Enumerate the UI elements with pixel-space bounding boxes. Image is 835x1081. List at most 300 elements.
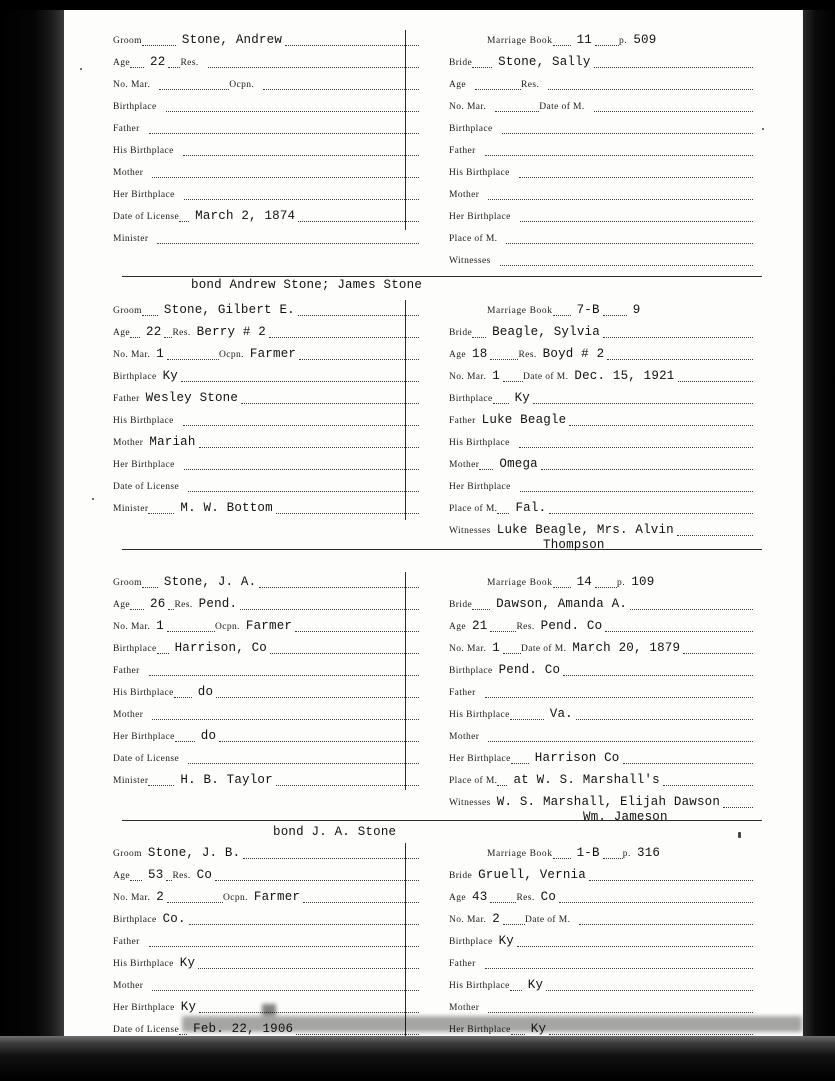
value-groom-no-mar: 2	[156, 890, 164, 904]
value-bride-mother	[479, 1014, 488, 1015]
field-bride-mother[interactable]	[449, 722, 753, 744]
field-bride-age-res[interactable]	[449, 340, 753, 362]
label-her-birthplace: Her Birthplace	[113, 1003, 175, 1013]
field-father[interactable]	[113, 927, 419, 949]
value-bride-no-mar: 1	[492, 641, 500, 655]
field-date-of-license[interactable]	[113, 202, 419, 224]
scan-speck	[80, 68, 82, 70]
value-groom-res: Pend.	[198, 597, 238, 611]
value-groom-mother	[143, 179, 152, 180]
label-groom: Groom	[113, 306, 142, 316]
value-groom-birthplace: Co.	[162, 912, 186, 926]
value-bride-name: Gruell, Vernia	[478, 868, 586, 882]
field-place-of-m[interactable]	[449, 766, 753, 788]
value-witnesses: W. S. Marshall, Elijah Dawson	[496, 795, 721, 809]
value-marriage-book: 11	[576, 33, 592, 47]
label-groom: Groom	[113, 36, 142, 46]
label-her-birthplace: Her Birthplace	[449, 482, 511, 492]
field-bride[interactable]	[449, 861, 753, 883]
value-groom-her-birthplace: do	[200, 729, 217, 743]
label-no-mar: No. Mar.	[449, 102, 487, 112]
value-bride-age: 18	[472, 347, 488, 361]
label-res: Res.	[172, 871, 191, 881]
label-marriage-book: Marriage Book	[487, 849, 553, 859]
value-bride-his-birthplace: Va.	[549, 707, 573, 721]
label-her-birthplace: Her Birthplace	[113, 460, 175, 470]
label-place-of-m: Place of M.	[449, 776, 498, 786]
label-date-of-m: Date of M.	[520, 644, 567, 654]
field-mother[interactable]	[113, 971, 419, 993]
label-date-of-m: Date of M.	[522, 372, 569, 382]
field-bride-mother[interactable]	[449, 450, 753, 472]
field-her-birthplace[interactable]	[113, 180, 419, 202]
label-date-of-m: Date of M.	[524, 915, 571, 925]
scan-speck	[762, 128, 764, 130]
field-witnesses[interactable]	[449, 516, 753, 538]
value-bride-his-birthplace: Ky	[527, 978, 544, 992]
field-no-mar-ocpn[interactable]	[113, 340, 419, 362]
value-bride-res	[539, 91, 548, 92]
field-minister[interactable]	[113, 224, 419, 246]
label-date-of-license: Date of License	[113, 212, 180, 222]
label-ocpn: Ocpn.	[214, 622, 240, 632]
field-bride-her-birthplace[interactable]	[449, 472, 753, 494]
value-groom-no-mar: 1	[156, 347, 164, 361]
field-place-of-m[interactable]	[449, 494, 753, 516]
field-bride-birthplace[interactable]	[449, 114, 753, 136]
value-bride-name: Stone, Sally	[498, 55, 591, 69]
scan-edge-bottom	[0, 1036, 835, 1080]
field-mother[interactable]	[113, 428, 419, 450]
field-bride-birthplace[interactable]	[449, 384, 753, 406]
label-birthplace: Birthplace	[449, 666, 493, 676]
field-age-res[interactable]	[113, 861, 419, 883]
groom-column	[113, 568, 433, 810]
label-no-mar: No. Mar.	[113, 893, 151, 903]
value-groom-birthplace: Harrison, Co	[174, 641, 267, 655]
field-bride-his-birthplace[interactable]	[449, 700, 753, 722]
label-marriage-book: Marriage Book	[487, 36, 553, 46]
label-groom: Groom	[113, 578, 142, 588]
field-groom[interactable]	[113, 568, 419, 590]
label-date-of-license: Date of License	[113, 1025, 180, 1035]
field-his-birthplace[interactable]	[113, 136, 419, 158]
value-minister	[148, 245, 157, 246]
label-mother: Mother	[449, 1003, 480, 1013]
field-bride[interactable]	[449, 590, 753, 612]
field-father[interactable]	[113, 114, 419, 136]
value-groom-ocpn: Farmer	[249, 347, 297, 361]
value-bride-date-of-m	[570, 926, 579, 927]
label-res: Res.	[174, 600, 193, 610]
label-marriage-book: Marriage Book	[487, 578, 553, 588]
field-his-birthplace[interactable]	[113, 406, 419, 428]
value-groom-birthplace	[157, 113, 166, 114]
label-mother: Mother	[113, 981, 144, 991]
value-bride-name: Beagle, Sylvia	[492, 325, 600, 339]
label-res: Res.	[172, 328, 191, 338]
card-note: Thompson	[543, 538, 605, 552]
label-res: Res.	[518, 350, 537, 360]
value-page: 316	[637, 846, 661, 860]
field-marriage-book[interactable]	[449, 296, 753, 318]
label-no-mar: No. Mar.	[449, 372, 487, 382]
label-res: Res.	[521, 80, 540, 90]
field-father[interactable]	[113, 384, 419, 406]
label-bride: Bride	[449, 328, 473, 338]
label-her-birthplace: Her Birthplace	[449, 754, 511, 764]
field-minister[interactable]	[113, 494, 419, 516]
field-mother[interactable]	[113, 158, 419, 180]
value-groom-age: 26	[150, 597, 166, 611]
field-bride-her-birthplace[interactable]	[449, 744, 753, 766]
field-her-birthplace[interactable]	[113, 722, 419, 744]
label-his-birthplace: His Birthplace	[113, 416, 174, 426]
value-bride-res: Pend. Co	[540, 619, 603, 633]
value-bride-no-mar	[486, 113, 495, 114]
value-groom-her-birthplace	[175, 471, 184, 472]
label-ocpn: Ocpn.	[229, 80, 255, 90]
value-groom-ocpn: Farmer	[245, 619, 293, 633]
label-his-birthplace: His Birthplace	[113, 688, 174, 698]
field-bride-mother[interactable]	[449, 180, 753, 202]
value-bride-birthplace: Ky	[514, 391, 530, 405]
scan-edge-top	[0, 0, 835, 10]
value-date-of-license	[179, 493, 188, 494]
value-bride-date-of-m	[585, 113, 594, 114]
value-groom-age: 53	[148, 868, 164, 882]
groom-column	[113, 26, 433, 268]
field-bride-birthplace[interactable]	[449, 656, 753, 678]
value-groom-ocpn: Farmer	[253, 890, 301, 904]
label-mother: Mother	[449, 460, 480, 470]
field-groom[interactable]	[113, 296, 419, 318]
field-birthplace[interactable]	[113, 92, 419, 114]
label-witnesses: Witnesses	[449, 526, 491, 536]
value-bride-mother: Omega	[499, 457, 538, 471]
value-groom-mother	[143, 992, 152, 993]
label-father: Father	[113, 666, 140, 676]
label-age: Age	[113, 58, 131, 68]
value-witnesses: Luke Beagle, Mrs. Alvin	[496, 523, 674, 537]
card-note: bond J. A. Stone	[273, 825, 397, 839]
record-card[interactable]	[62, 278, 804, 550]
value-bride-mother	[479, 201, 488, 202]
value-bride-his-birthplace	[510, 449, 519, 450]
label-groom: Groom	[113, 849, 142, 859]
field-date-of-license[interactable]	[113, 744, 419, 766]
field-age-res[interactable]	[113, 318, 419, 340]
value-bride-res: Co	[540, 890, 557, 904]
value-marriage-book: 14	[576, 575, 592, 589]
label-age: Age	[449, 80, 467, 90]
label-mother: Mother	[449, 190, 480, 200]
value-bride-her-birthplace: Ky	[530, 1022, 547, 1036]
label-witnesses: Witnesses	[449, 798, 491, 808]
label-minister: Minister	[113, 234, 149, 244]
value-groom-father: Wesley Stone	[145, 391, 239, 405]
field-bride-father[interactable]	[449, 136, 753, 158]
label-bride: Bride	[449, 600, 473, 610]
field-father[interactable]	[113, 656, 419, 678]
label-place-of-m: Place of M.	[449, 234, 498, 244]
label-age: Age	[449, 350, 467, 360]
label-her-birthplace: Her Birthplace	[113, 732, 175, 742]
field-place-of-m[interactable]	[449, 224, 753, 246]
value-groom-no-mar: 1	[156, 619, 164, 633]
value-bride-birthplace	[493, 135, 502, 136]
label-his-birthplace: His Birthplace	[113, 146, 174, 156]
value-groom-father	[140, 948, 149, 949]
bride-column	[433, 26, 753, 268]
value-groom-name: Stone, J. A.	[163, 575, 257, 589]
value-bride-age: 21	[472, 619, 488, 633]
label-birthplace: Birthplace	[449, 937, 493, 947]
field-bride-her-birthplace[interactable]	[449, 202, 753, 224]
value-date-of-license: Feb. 22, 1906	[193, 1022, 294, 1036]
record-card-list	[62, 8, 804, 1071]
field-bride-no-mar-date[interactable]	[449, 92, 753, 114]
field-age-res[interactable]	[113, 48, 419, 70]
card-note: bond Andrew Stone; James Stone	[191, 278, 423, 292]
field-bride-his-birthplace[interactable]	[449, 971, 753, 993]
label-mother: Mother	[113, 710, 144, 720]
label-marriage-book: Marriage Book	[487, 306, 553, 316]
label-date-of-m: Date of M.	[539, 102, 585, 112]
value-date-of-license	[179, 765, 188, 766]
value-groom-birthplace: Ky	[162, 369, 178, 383]
label-place-of-m: Place of M.	[449, 504, 498, 514]
label-father: Father	[113, 937, 140, 947]
value-groom-name: Stone, Andrew	[181, 33, 283, 47]
field-date-of-license[interactable]	[113, 472, 419, 494]
value-bride-age	[466, 91, 475, 92]
label-father: Father	[449, 416, 476, 426]
card-note: Wm. Jameson	[583, 810, 668, 824]
label-his-birthplace: His Birthplace	[449, 438, 510, 448]
label-date-of-license: Date of License	[113, 482, 180, 492]
scan-speck	[92, 498, 94, 500]
value-bride-mother	[479, 743, 488, 744]
value-bride-her-birthplace	[511, 493, 520, 494]
label-page: p.	[618, 36, 628, 46]
field-minister[interactable]	[113, 766, 419, 788]
label-age: Age	[113, 871, 131, 881]
record-card[interactable]	[62, 8, 804, 292]
value-bride-no-mar: 2	[492, 912, 500, 926]
label-her-birthplace: Her Birthplace	[449, 1025, 511, 1035]
label-his-birthplace: His Birthplace	[449, 168, 510, 178]
label-father: Father	[113, 394, 140, 404]
value-groom-his-birthplace: Ky	[179, 956, 196, 970]
value-groom-name: Stone, Gilbert E.	[163, 303, 295, 317]
value-groom-father	[140, 135, 149, 136]
label-father: Father	[113, 124, 140, 134]
label-birthplace: Birthplace	[113, 644, 157, 654]
label-father: Father	[449, 959, 476, 969]
field-bride-no-mar-date[interactable]	[449, 362, 753, 384]
scan-artifact	[262, 1004, 276, 1016]
field-bride-age-res[interactable]	[449, 612, 753, 634]
label-his-birthplace: His Birthplace	[449, 981, 510, 991]
value-bride-father: Luke Beagle	[481, 413, 567, 427]
value-groom-his-birthplace: do	[197, 685, 214, 699]
field-bride-mother[interactable]	[449, 993, 753, 1015]
value-bride-her-birthplace: Harrison Co	[534, 751, 620, 765]
field-bride-age-res[interactable]	[449, 883, 753, 905]
scan-edge-right	[803, 0, 835, 1080]
field-no-mar-ocpn[interactable]	[113, 612, 419, 634]
label-birthplace: Birthplace	[449, 394, 493, 404]
value-marriage-book: 1-B	[576, 846, 600, 860]
field-bride-his-birthplace[interactable]	[449, 158, 753, 180]
field-marriage-book[interactable]	[449, 26, 753, 48]
field-groom[interactable]	[113, 839, 419, 861]
groom-column	[113, 296, 433, 538]
field-age-res[interactable]	[113, 590, 419, 612]
value-groom-mother: Mariah	[149, 435, 196, 449]
field-bride-no-mar-date[interactable]	[449, 905, 753, 927]
label-birthplace: Birthplace	[113, 915, 157, 925]
label-bride: Bride	[449, 871, 473, 881]
scan-edge-left	[0, 0, 64, 1080]
value-place-of-m: Fal.	[515, 501, 547, 515]
field-bride-age-res[interactable]	[449, 70, 753, 92]
field-bride-father[interactable]	[449, 678, 753, 700]
value-groom-mother	[143, 721, 152, 722]
field-no-mar-ocpn[interactable]	[113, 883, 419, 905]
value-page: 109	[631, 575, 655, 589]
record-card[interactable]	[62, 550, 804, 839]
value-bride-father	[476, 157, 485, 158]
label-no-mar: No. Mar.	[449, 644, 487, 654]
value-bride-name: Dawson, Amanda A.	[496, 597, 628, 611]
label-date-of-license: Date of License	[113, 754, 180, 764]
value-minister: H. B. Taylor	[180, 773, 273, 787]
field-his-birthplace[interactable]	[113, 949, 419, 971]
label-no-mar: No. Mar.	[113, 80, 151, 90]
field-birthplace[interactable]	[113, 362, 419, 384]
value-date-of-license: March 2, 1874	[195, 209, 296, 223]
value-bride-res: Boyd # 2	[542, 347, 605, 361]
label-minister: Minister	[113, 776, 149, 786]
label-page: p.	[622, 849, 632, 859]
value-groom-age: 22	[146, 325, 162, 339]
field-groom[interactable]	[113, 26, 419, 48]
label-birthplace: Birthplace	[449, 124, 493, 134]
value-bride-father	[476, 699, 485, 700]
value-groom-father	[140, 677, 149, 678]
value-page: 509	[633, 33, 657, 47]
field-bride-no-mar-date[interactable]	[449, 634, 753, 656]
field-bride-father[interactable]	[449, 949, 753, 971]
label-age: Age	[449, 622, 467, 632]
value-bride-her-birthplace	[511, 223, 520, 224]
value-groom-his-birthplace	[174, 157, 183, 158]
label-her-birthplace: Her Birthplace	[449, 212, 511, 222]
label-res: Res.	[180, 58, 199, 68]
value-minister	[148, 1058, 157, 1059]
value-place-of-m	[497, 1058, 506, 1059]
label-father: Father	[449, 146, 476, 156]
value-minister: M. W. Bottom	[180, 501, 273, 515]
field-bride[interactable]	[449, 318, 753, 340]
value-groom-res: Berry # 2	[196, 325, 266, 339]
bride-column	[433, 296, 753, 538]
label-his-birthplace: His Birthplace	[113, 959, 174, 969]
value-groom-name: Stone, J. B.	[147, 846, 241, 860]
label-ocpn: Ocpn.	[222, 893, 248, 903]
label-age: Age	[113, 600, 131, 610]
value-marriage-book: 7-B	[576, 303, 600, 317]
value-groom-res	[199, 69, 208, 70]
label-res: Res.	[516, 893, 535, 903]
value-groom-age: 22	[150, 55, 166, 69]
value-bride-his-birthplace	[510, 179, 519, 180]
record-card[interactable]	[62, 821, 804, 1071]
field-bride[interactable]	[449, 48, 753, 70]
value-place-of-m: at W. S. Marshall's	[513, 773, 660, 787]
label-res: Res.	[516, 622, 535, 632]
label-mother: Mother	[113, 438, 144, 448]
label-no-mar: No. Mar.	[449, 915, 487, 925]
label-age: Age	[449, 893, 467, 903]
label-no-mar: No. Mar.	[113, 350, 151, 360]
value-bride-date-of-m: Dec. 15, 1921	[574, 369, 675, 383]
value-bride-date-of-m: March 20, 1879	[572, 641, 681, 655]
field-witnesses[interactable]	[449, 788, 753, 810]
value-groom-ocpn	[254, 91, 263, 92]
label-minister: Minister	[113, 504, 149, 514]
field-bride-birthplace[interactable]	[449, 927, 753, 949]
value-groom-res: Co	[196, 868, 213, 882]
field-marriage-book[interactable]	[449, 568, 753, 590]
label-ocpn: Ocpn.	[218, 350, 244, 360]
label-her-birthplace: Her Birthplace	[113, 190, 175, 200]
value-groom-his-birthplace	[174, 427, 183, 428]
field-no-mar-ocpn[interactable]	[113, 70, 419, 92]
field-marriage-book[interactable]	[449, 839, 753, 861]
value-place-of-m	[497, 245, 506, 246]
label-bride: Bride	[449, 58, 473, 68]
field-witnesses[interactable]	[449, 246, 753, 268]
value-bride-no-mar: 1	[492, 369, 500, 383]
label-witnesses: Witnesses	[449, 256, 491, 266]
label-his-birthplace: His Birthplace	[449, 710, 510, 720]
label-age: Age	[113, 328, 131, 338]
field-bride-father[interactable]	[449, 406, 753, 428]
scan-speck	[738, 832, 741, 838]
document-paper	[62, 8, 804, 1038]
value-page: 9	[632, 303, 641, 317]
field-birthplace[interactable]	[113, 905, 419, 927]
field-mother[interactable]	[113, 700, 419, 722]
label-father: Father	[449, 688, 476, 698]
value-witnesses	[491, 267, 500, 268]
field-birthplace[interactable]	[113, 634, 419, 656]
value-groom-her-birthplace: Ky	[180, 1000, 197, 1014]
field-bride-his-birthplace[interactable]	[449, 428, 753, 450]
label-birthplace: Birthplace	[113, 102, 157, 112]
label-page: p.	[616, 578, 626, 588]
field-his-birthplace[interactable]	[113, 678, 419, 700]
value-bride-birthplace: Ky	[498, 934, 514, 948]
value-bride-age: 43	[472, 890, 488, 904]
field-her-birthplace[interactable]	[113, 450, 419, 472]
value-groom-her-birthplace	[175, 201, 184, 202]
label-mother: Mother	[113, 168, 144, 178]
value-bride-birthplace: Pend. Co	[498, 663, 561, 677]
